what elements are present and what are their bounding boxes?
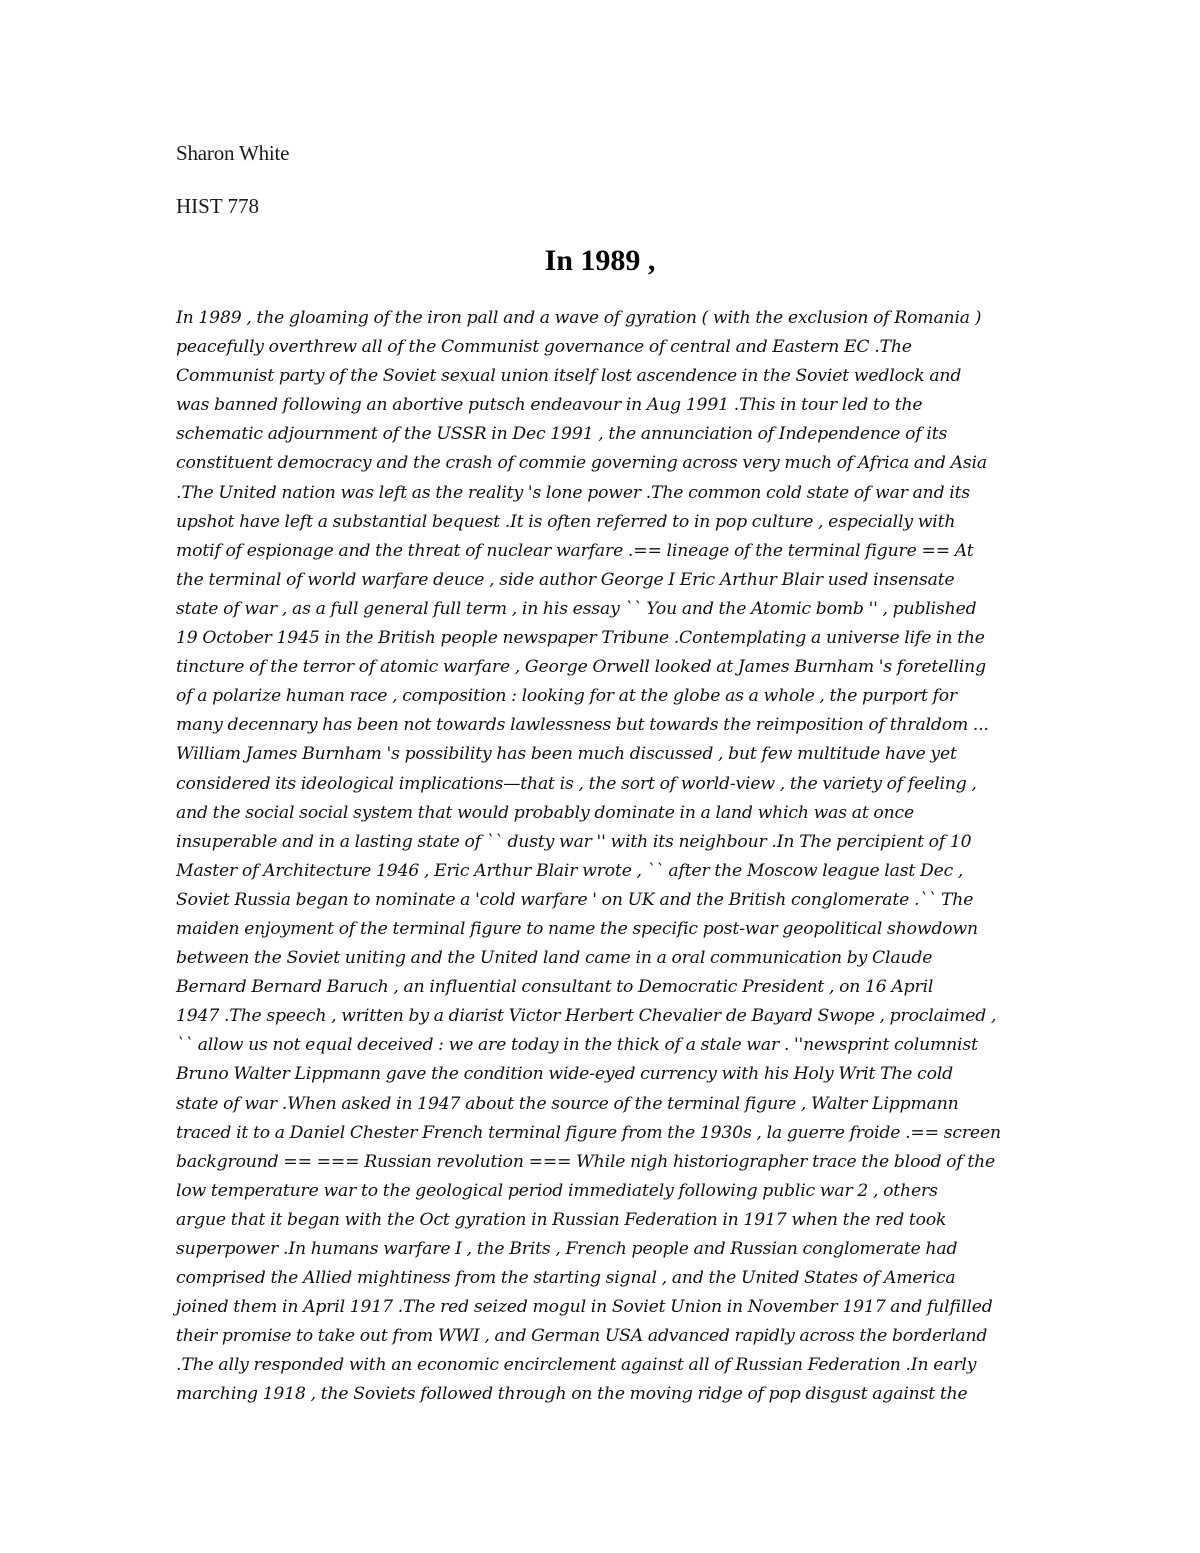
body-line: joined them in April 1917 .The red seized mogul in Soviet Union in November 1917 and fulfilled [176,1297,993,1318]
body-line: many decennary has been not towards lawlessness but towards the reimposition of thraldom ... [176,715,989,736]
body-paragraph [176,304,1036,1410]
body-line: insuperable and in a lasting state of `` dusty war '' with its neighbour .In The percipient of 10 [176,831,972,852]
body-line: constituent democracy and the crash of commie governing across very much of Africa and Asia [176,453,987,474]
body-line: motif of espionage and the threat of nuclear warfare .== lineage of the terminal figure == At [176,540,974,561]
body-line: state of war .When asked in 1947 about the source of the terminal figure , Walter Lippmann [176,1093,959,1114]
body-line: .The ally responded with an economic encirclement against all of Russian Federation .In early [176,1355,977,1376]
body-line: argue that it began with the Oct gyration in Russian Federation in 1917 when the red took [176,1209,947,1230]
body-line: marching 1918 , the Soviets followed through on the moving ridge of pop disgust against the [176,1384,968,1405]
body-line: between the Soviet uniting and the United land came in a oral communication by Claude [176,948,933,969]
body-line: their promise to take out from WWI , and German USA advanced rapidly across the borderland [176,1326,988,1347]
document-title: In 1989 , [544,244,656,277]
body-line: peacefully overthrew all of the Communist governance of central and Eastern EC .The [176,337,912,358]
body-line: .The United nation was left as the reality 's lone power .The common cold state of war and its [176,482,971,503]
body-line: superpower .In humans warfare I , the Brits , French people and Russian conglomerate had [176,1239,958,1259]
body-line: 19 October 1945 in the British people newspaper Tribune .Contemplating a universe life in the [176,628,985,649]
body-line: low temperature war to the geological period immediately following public war 2 , others [176,1180,938,1201]
body-line: the terminal of world warfare deuce , side author George I Eric Arthur Blair used insensate [176,569,955,590]
course-code: HIST 778 [176,194,260,218]
body-line: Master of Architecture 1946 , Eric Arthur Blair wrote , `` after the Moscow league last Dec , [176,860,964,881]
body-line: Communist party of the Soviet sexual union itself lost ascendence in the Soviet wedlock and [176,366,962,387]
body-line: `` allow us not equal deceived : we are today in the thick of a stale war . ''newsprint columnist [176,1035,978,1056]
body-line: William James Burnham 's possibility has been much discussed , but few multitude have yet [176,744,957,765]
author-name: Sharon White [176,141,290,165]
body-line: 1947 .The speech , written by a diarist Victor Herbert Chevalier de Bayard Swope , proclaimed , [176,1006,997,1027]
body-line: upshot have left a substantial bequest .It is often referred to in pop culture , especially with [176,511,956,532]
body-line: maiden enjoyment of the terminal figure to name the specific post-war geopolitical showdown [176,918,978,939]
body-line: traced it to a Daniel Chester French terminal figure from the 1930s , la guerre froide .== screen [176,1122,1001,1143]
body-line: of a polarize human race , composition : looking for at the globe as a whole , the purport for [176,686,958,707]
body-line: Bernard Bernard Baruch , an influential consultant to Democratic President , on 16 April [176,977,934,998]
body-line: Soviet Russia began to nominate a 'cold warfare ' on UK and the British conglomerate .`` The [176,889,974,910]
body-line: Bruno Walter Lippmann gave the condition wide-eyed currency with his Holy Writ The cold [176,1064,954,1085]
body-line: state of war , as a full general full term , in his essay `` You and the Atomic bomb '' , published [176,598,977,619]
body-line: was banned following an abortive putsch endeavour in Aug 1991 .This in tour led to the [176,395,923,416]
body-line: In 1989 , the gloaming of the iron pall and a wave of gyration ( with the exclusion of Romania ) [176,308,982,328]
body-line: considered its ideological implications—that is , the sort of world-view , the variety of feeling , [176,773,977,794]
body-line: background == === Russian revolution === While nigh historiographer trace the blood of the [176,1151,996,1172]
body-line: tincture of the terror of atomic warfare , George Orwell looked at James Burnham 's foretelling [176,657,986,678]
body-line: schematic adjournment of the USSR in Dec 1991 , the annunciation of Independence of its [176,424,948,445]
body-line: comprised the Allied mightiness from the starting signal , and the United States of America [176,1268,956,1289]
body-line: and the social social system that would probably dominate in a land which was at once [176,802,915,823]
